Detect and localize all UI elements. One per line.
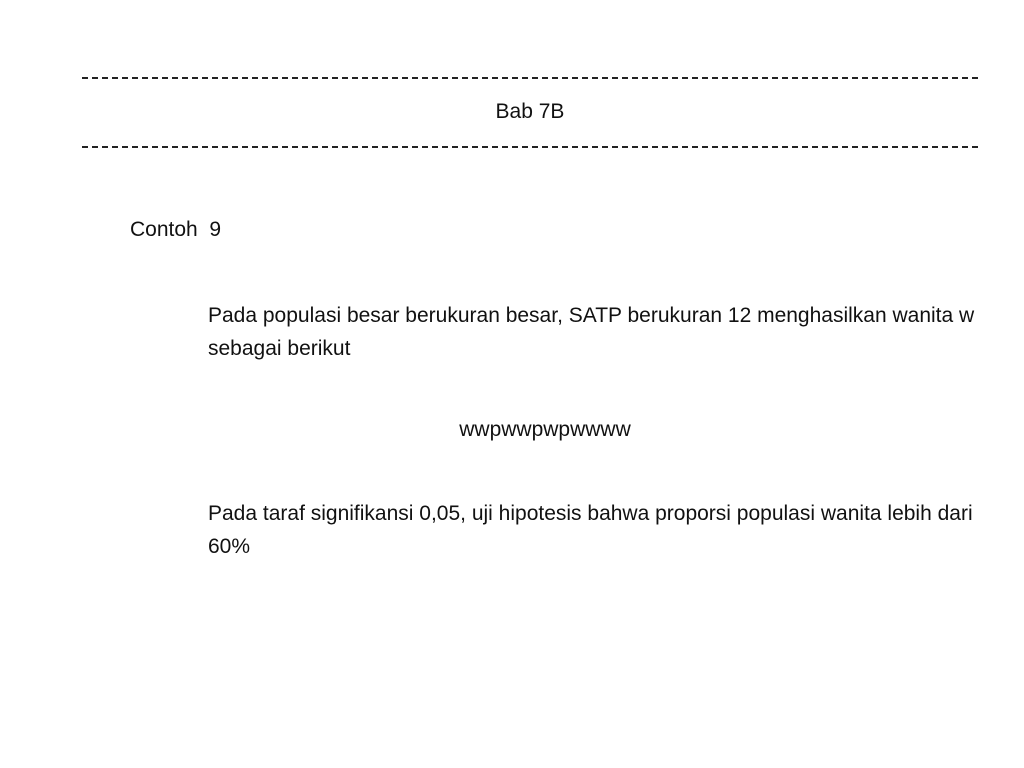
example-label: Contoh 9 (130, 218, 222, 241)
header-top-rule (82, 77, 978, 79)
page-title: Bab 7B (495, 100, 565, 123)
slide-header (82, 68, 978, 148)
header-bottom-rule (82, 146, 978, 148)
hypothesis-paragraph: Pada taraf signifikansi 0,05, uji hipotesis bahwa proporsi populasi wanita lebih dari 60% (208, 502, 973, 558)
problem-paragraph: Pada populasi besar berukuran besar, SATP berukuran 12 menghasilkan wanita w sebagai berikut (208, 304, 975, 360)
sample-sequence: wwpwwpwpwwww (459, 418, 631, 441)
